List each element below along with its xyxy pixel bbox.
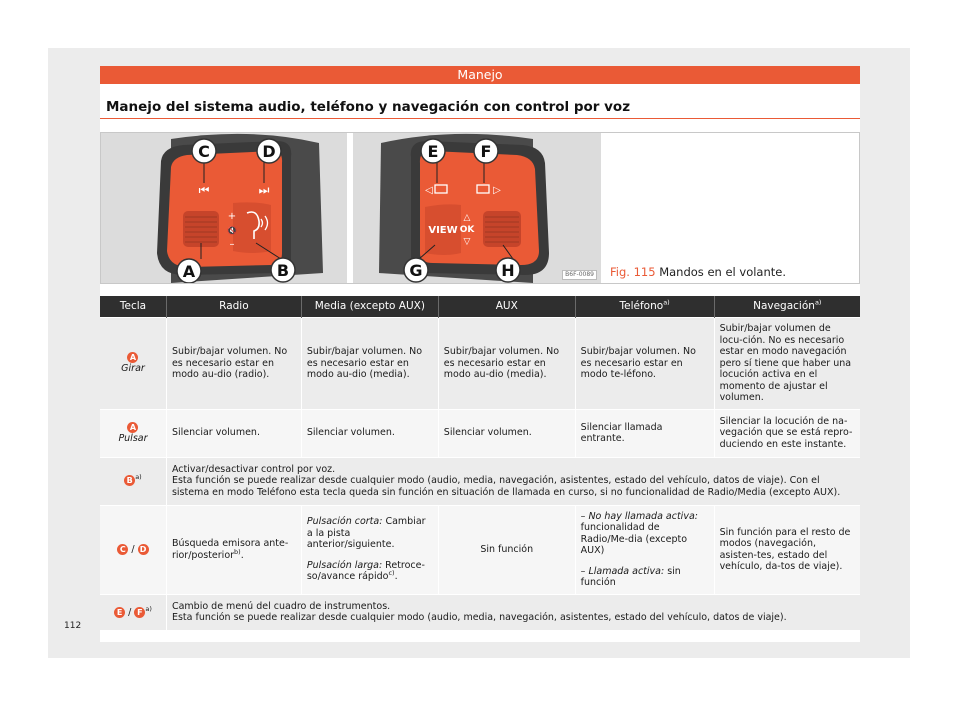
ok-label: OK: [459, 225, 475, 235]
key-action: Girar: [121, 363, 145, 375]
callout-d: D: [262, 142, 276, 161]
row-description: Activar/desactivar control por voz.: [171, 463, 336, 475]
table-cell: Sin función para el resto de modos (navegación, asisten-tes, estado del vehículo, da-tos de viaje).: [714, 505, 860, 594]
key-cell: [100, 318, 166, 410]
key-badge-a: A: [127, 352, 138, 363]
row-description-detail: Esta función se puede realizar desde cualquier modo (audio, media, navegación, asistentes, estado del vehículo, datos de viaje).: [171, 612, 787, 624]
view-label: VIEW: [428, 225, 458, 236]
table-cell: [575, 505, 714, 594]
right-controls-illustration: [353, 133, 601, 283]
figure-frame: [100, 132, 860, 284]
key-separator: /: [128, 606, 132, 618]
col-header-navegacion: Navegación$^{a)}$: [714, 296, 860, 318]
table-row: [100, 594, 860, 630]
figure-caption-text: Mandos en el volante.: [659, 265, 787, 279]
footnote-marker: a): [135, 473, 142, 482]
table-cell: Sin función: [438, 505, 575, 594]
callout-g: G: [409, 261, 423, 280]
previous-track-icon: ⏮: [198, 183, 210, 197]
callout-f: F: [480, 142, 492, 161]
col-header-media: Media (excepto AUX): [301, 296, 438, 318]
table-cell: Subir/bajar volumen. No es necesario estar en modo au-dio (radio).: [166, 318, 301, 410]
key-badge-f: F: [134, 607, 145, 618]
page-number: 112: [64, 621, 82, 631]
table-cell: Subir/bajar volumen. No es necesario estar en modo au-dio (media).: [301, 318, 438, 410]
table-row: [100, 457, 860, 505]
title-divider: [100, 118, 860, 119]
table-cell: Subir/bajar volumen. No es necesario estar en modo te-léfono.: [575, 318, 714, 410]
key-cell: [100, 594, 166, 630]
page-title: Manejo del sistema audio, teléfono y navegación con control por voz: [106, 99, 631, 115]
key-badge-b: B: [124, 475, 135, 486]
callout-a: A: [182, 262, 196, 281]
figure-left-panel: [101, 133, 349, 283]
figure-right-panel: [353, 133, 601, 283]
table-cell-span: [166, 594, 860, 630]
long-press-text: Pulsación larga: Retroce-so/avance rápido$^{c)}$.: [306, 559, 425, 583]
key-cell: [100, 409, 166, 457]
row-description: Cambio de menú del cuadro de instrumentos.: [171, 600, 391, 612]
left-controls-illustration: [101, 133, 349, 283]
right-arrow-icon: ▷: [493, 185, 501, 196]
key-badge-d: D: [138, 544, 149, 555]
voice-button: [233, 202, 271, 253]
footnote-marker: a): [814, 298, 822, 307]
next-track-icon: ⏭: [258, 183, 270, 197]
key-badge-a: A: [127, 422, 138, 433]
key-cell: [100, 505, 166, 594]
figure-number: Fig. 115: [610, 265, 656, 279]
callout-c: C: [198, 142, 210, 161]
table-cell: Subir/bajar volumen. No es necesario estar en modo au-dio (media).: [438, 318, 575, 410]
footnote-marker: b): [234, 547, 241, 556]
table-cell: Silenciar la locución de na-vegación que se está repro-duciendo en este instante.: [714, 409, 860, 457]
mute-icon: 🔇: [227, 226, 237, 235]
key-separator: /: [131, 543, 135, 555]
volume-plus-icon: +: [227, 211, 237, 222]
col-header-telefono: Teléfono$^{a)}$: [575, 296, 714, 318]
table-row: [100, 505, 860, 594]
down-arrow-icon: ▽: [463, 237, 471, 247]
key-action: Pulsar: [118, 433, 148, 444]
active-call-text: – Llamada activa: sin función: [580, 565, 681, 588]
footnote-marker: a): [663, 298, 670, 307]
table-cell: Silenciar llamada entrante.: [575, 409, 714, 457]
table-row: [100, 318, 860, 410]
table-header-row: [100, 296, 860, 318]
col-header-radio: Radio: [166, 296, 301, 318]
footnote-marker: c): [388, 569, 395, 578]
table-cell: Búsqueda emisora ante-rior/posterior$^{b)}$.: [166, 505, 301, 594]
table-cell: [301, 505, 438, 594]
key-cell: [100, 457, 166, 505]
footnote-marker: a): [145, 604, 152, 613]
figure-caption: [610, 265, 786, 279]
controls-table: [100, 296, 860, 630]
table-row: [100, 409, 860, 457]
col-header-tecla: Tecla: [100, 296, 166, 318]
table-cell-span: [166, 457, 860, 505]
table-cell: Silenciar volumen.: [301, 409, 438, 457]
col-header-aux: AUX: [438, 296, 575, 318]
left-arrow-icon: ◁: [425, 185, 433, 196]
table-cell: Silenciar volumen.: [438, 409, 575, 457]
volume-minus-icon: –: [229, 239, 235, 250]
table-cell: Subir/bajar volumen de locu-ción. No es necesario estar en modo navegación pero sí tiene que haber una locución activa en el momento de ajustar el volumen.: [714, 318, 860, 410]
callout-b: B: [276, 261, 290, 280]
no-call-text: – No hay llamada activa: funcionalidad de Radio/Me-dia (excepto AUX): [580, 510, 698, 556]
table-cell: Silenciar volumen.: [166, 409, 301, 457]
callout-e: E: [427, 142, 439, 161]
row-description-detail: Esta función se puede realizar desde cualquier modo (audio, media, navegación, asistentes, estado del vehículo, datos de viaje). Con el sistema en modo Teléfono esta tecla queda sin función en situación de llamada en curso, si no funcionalidad de Radio/Media (excepto AUX).: [171, 475, 841, 498]
callout-h: H: [501, 261, 515, 280]
key-badge-e: E: [114, 607, 125, 618]
figure-reference: B6F-0089: [562, 270, 597, 280]
section-header: Manejo: [100, 66, 860, 84]
up-arrow-icon: △: [463, 213, 471, 223]
key-badge-c: C: [117, 544, 128, 555]
short-press-text: Pulsación corta: Cambiar a la pista anterior/siguiente.: [306, 516, 426, 551]
